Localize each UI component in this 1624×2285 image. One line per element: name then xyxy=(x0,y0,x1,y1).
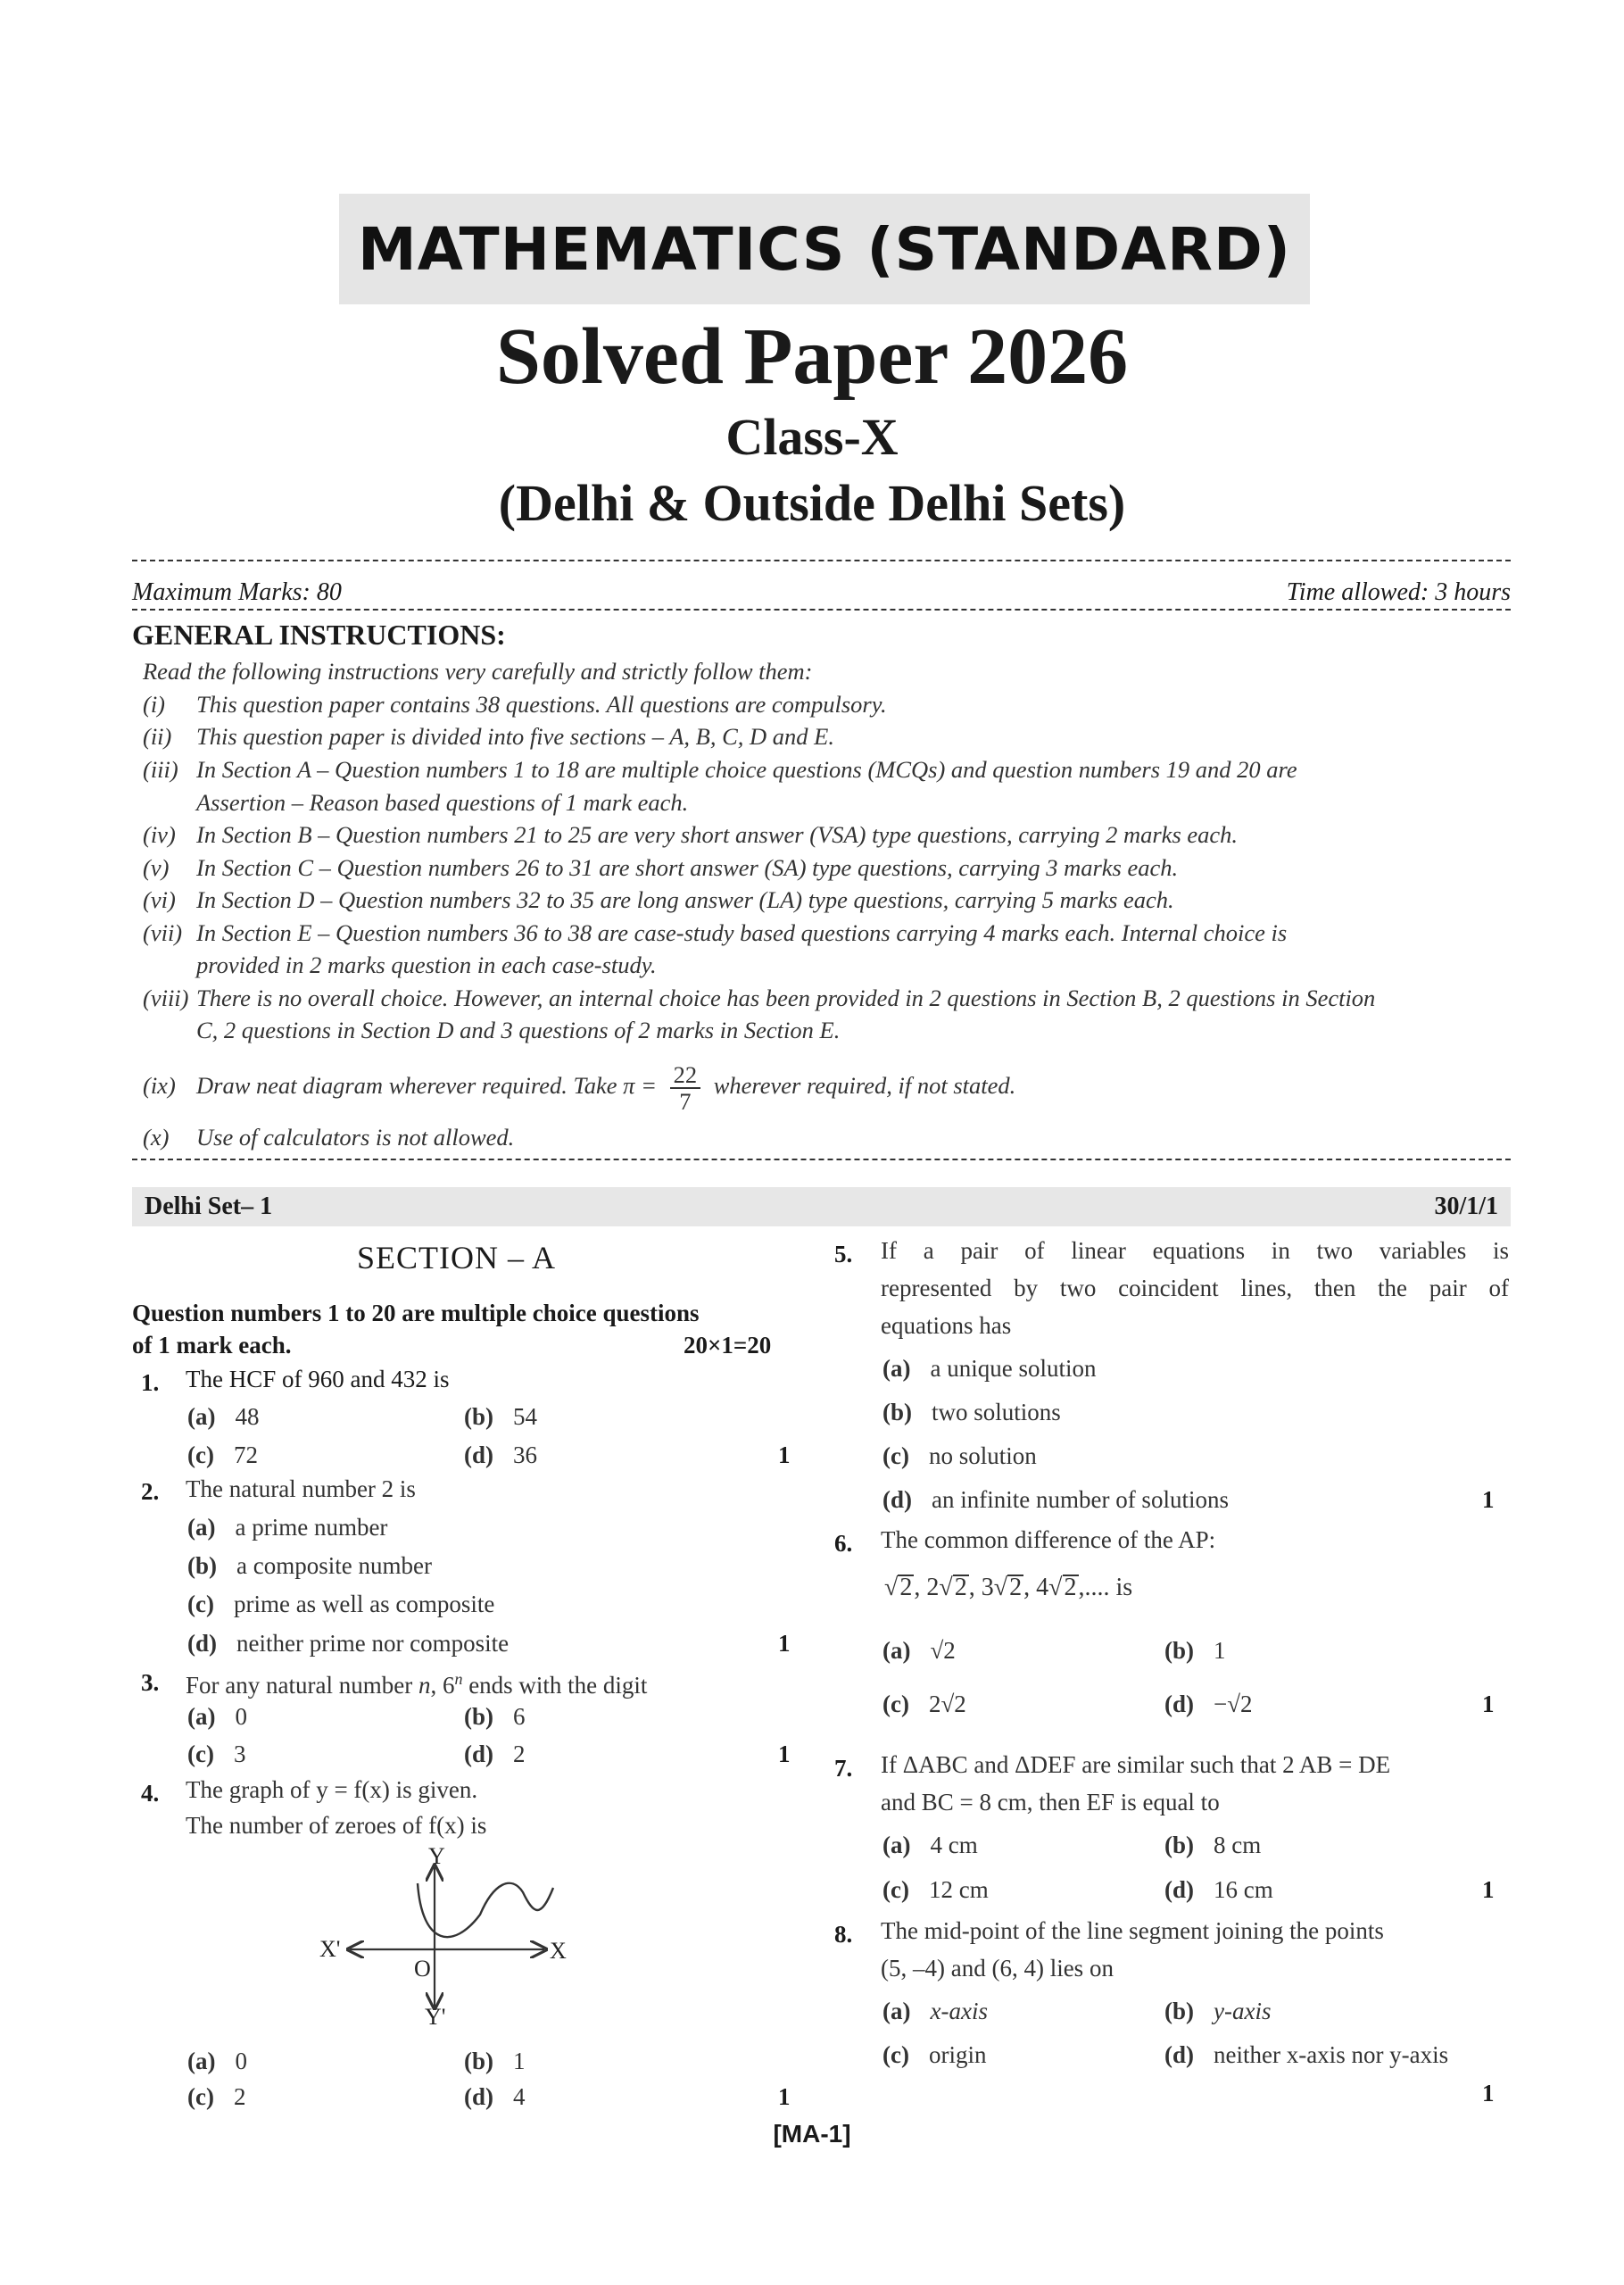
question-text: The graph of y = f(x) is given. xyxy=(186,1776,478,1803)
option xyxy=(464,2044,526,2078)
option xyxy=(187,1510,387,1544)
option-label: (d) xyxy=(464,1741,493,1767)
question-text: and BC = 8 cm, then EF is equal to xyxy=(881,1789,1220,1816)
option-label: (c) xyxy=(882,1876,909,1903)
option-text: 16 cm xyxy=(1214,1876,1273,1903)
function-graph xyxy=(311,1848,614,2026)
question-text: If ΔABC and ΔDEF are similar such that 2 AB = DE xyxy=(881,1751,1391,1778)
option-text: an infinite number of solutions xyxy=(932,1486,1229,1513)
instruction-number: (ix) xyxy=(143,1072,176,1100)
option-text: 0 xyxy=(235,2048,247,2074)
max-marks: Maximum Marks: 80 xyxy=(132,578,342,606)
question-mark: 1 xyxy=(778,2083,791,2110)
option-label: (b) xyxy=(464,1403,493,1430)
option xyxy=(464,1438,537,1472)
origin-label: O xyxy=(414,1956,431,1982)
option xyxy=(882,1351,1096,1385)
question-text-part: For any natural number xyxy=(186,1672,413,1699)
instruction-item xyxy=(143,918,1287,948)
question-text: The common difference of the AP: xyxy=(881,1526,1216,1553)
instruction-number: (viii) xyxy=(143,985,189,1011)
option-text: neither x-axis nor y-axis xyxy=(1214,2041,1449,2068)
question-number: 6. xyxy=(834,1530,853,1557)
question-number: 8. xyxy=(834,1921,853,1948)
section-note: of 1 mark each. xyxy=(132,1332,292,1359)
option xyxy=(1164,2038,1448,2072)
option-text: two solutions xyxy=(932,1399,1061,1425)
time-allowed: Time allowed: 3 hours xyxy=(1286,578,1511,606)
sets-line: (Delhi & Outside Delhi Sets) xyxy=(498,474,1126,532)
option xyxy=(187,2080,245,2114)
option xyxy=(187,1400,259,1433)
option-text: 2 xyxy=(513,1741,526,1767)
sequence-term: 2√2 xyxy=(926,1574,967,1601)
option-label: (a) xyxy=(187,1703,216,1730)
marks-time-row xyxy=(132,575,1511,611)
instruction-item xyxy=(143,819,1238,850)
left-column xyxy=(132,1240,792,2110)
option-text: a composite number xyxy=(236,1552,432,1579)
instruction-text: This question paper is divided into five sections – A, B, C, D and E. xyxy=(196,723,834,750)
instruction-text: In Section C – Question numbers 26 to 31 are short answer (SA) type questions, carrying 3 marks each. xyxy=(196,854,1179,881)
sequence-term: 4√2 xyxy=(1036,1574,1077,1601)
option-text: 4 xyxy=(513,2083,526,2110)
set-name: Delhi Set– 1 xyxy=(145,1192,273,1220)
option xyxy=(1164,1994,1271,2028)
fraction-numerator: 22 xyxy=(670,1062,701,1089)
option xyxy=(882,1395,1061,1429)
option xyxy=(882,1633,956,1667)
option xyxy=(1164,1687,1253,1721)
option xyxy=(882,1994,988,2028)
instruction-number: (i) xyxy=(143,691,166,718)
divider xyxy=(132,1159,1511,1160)
question-mark: 1 xyxy=(1482,1691,1495,1717)
instruction-text: In Section A – Question numbers 1 to 18 are multiple choice questions (MCQs) and question numbers 19 and 20 are xyxy=(196,756,1297,783)
question-text: (5, –4) and (6, 4) lies on xyxy=(881,1955,1114,1982)
instruction-number: (x) xyxy=(143,1124,170,1151)
instruction-text: In Section E – Question numbers 36 to 38 are case-study based questions carrying 4 marks each. Internal choice is xyxy=(196,919,1288,946)
option-text: 0 xyxy=(235,1703,247,1730)
instruction-item xyxy=(143,689,887,719)
instruction-number: (vii) xyxy=(143,919,183,946)
class-line: Class-X xyxy=(725,408,899,466)
question-text: The natural number 2 is xyxy=(186,1475,416,1502)
question-text: The mid-point of the line segment joining the points xyxy=(881,1917,1384,1944)
instruction-text: wherever required, if not stated. xyxy=(713,1072,1016,1100)
x-axis-label: X xyxy=(550,1938,567,1964)
instruction-text: Draw neat diagram wherever required. Take π = xyxy=(196,1072,657,1100)
option-text: √2 xyxy=(930,1637,956,1664)
option xyxy=(187,1626,509,1660)
option-text: x-axis xyxy=(930,1998,988,2024)
paper-title: MATHEMATICS (STANDARD) xyxy=(358,214,1291,284)
question-text: equations has xyxy=(881,1312,1012,1339)
section-note: Question numbers 1 to 20 are multiple choice questions xyxy=(132,1300,700,1326)
option xyxy=(1164,1633,1226,1667)
divider xyxy=(132,560,1511,561)
option xyxy=(882,2038,986,2072)
option-label: (c) xyxy=(882,2041,909,2068)
question-mark: 1 xyxy=(1482,1876,1495,1903)
sequence-tail: ,.... is xyxy=(1078,1574,1133,1601)
right-column xyxy=(834,1237,1512,2115)
option xyxy=(187,1438,258,1472)
question-text: The number of zeroes of f(x) is xyxy=(186,1812,487,1839)
option-text: 72 xyxy=(233,1442,258,1468)
question-text xyxy=(186,1662,647,1702)
sequence-term: √2 xyxy=(884,1574,913,1601)
option-text: 3 xyxy=(233,1741,246,1767)
instruction-item xyxy=(143,1122,514,1152)
option-text: neither prime nor composite xyxy=(236,1630,510,1657)
question-mark: 1 xyxy=(1482,2080,1495,2106)
instruction-item xyxy=(143,1062,1015,1114)
fraction-denominator: 7 xyxy=(679,1088,692,1115)
option-text: 4 cm xyxy=(930,1832,978,1858)
paper-subtitle: Solved Paper 2026 xyxy=(495,312,1129,401)
instruction-continuation: Assertion – Reason based questions of 1 mark each. xyxy=(196,789,689,816)
option-label: (b) xyxy=(1164,1637,1194,1664)
divider xyxy=(132,609,1511,611)
option-label: (a) xyxy=(187,2048,216,2074)
section-marks: 20×1=20 xyxy=(684,1332,772,1359)
instruction-number: (v) xyxy=(143,854,170,881)
option-text: no solution xyxy=(928,1442,1037,1469)
question-number: 5. xyxy=(834,1241,853,1267)
question-number: 7. xyxy=(834,1755,853,1782)
instruction-item xyxy=(143,721,834,752)
sequence-term: 3√2 xyxy=(981,1574,1023,1601)
option-label: (d) xyxy=(464,1442,493,1468)
option-text: 2 xyxy=(233,2083,246,2110)
option xyxy=(187,1737,245,1771)
instruction-item xyxy=(143,885,1174,915)
option-label: (b) xyxy=(187,1552,217,1579)
y-axis-label: Y xyxy=(428,1848,445,1869)
option-label: (d) xyxy=(1164,2041,1194,2068)
option xyxy=(464,1737,526,1771)
question-mark: 1 xyxy=(778,1630,791,1657)
option-label: (d) xyxy=(882,1486,912,1513)
instruction-number: (vi) xyxy=(143,886,176,913)
option-text: prime as well as composite xyxy=(233,1591,495,1617)
instruction-item xyxy=(143,852,1178,883)
set-code: 30/1/1 xyxy=(1434,1192,1498,1220)
option-label: (c) xyxy=(882,1442,909,1469)
option-text: a prime number xyxy=(235,1514,388,1541)
instruction-number: (ii) xyxy=(143,723,172,750)
option xyxy=(187,1587,494,1621)
question-number: 2. xyxy=(141,1478,160,1505)
y-neg-label: Y' xyxy=(425,2004,446,2026)
option xyxy=(882,1483,1229,1516)
option xyxy=(882,1828,978,1862)
option xyxy=(187,1549,432,1583)
option xyxy=(464,1699,526,1733)
question-text: The HCF of 960 and 432 is xyxy=(186,1366,450,1392)
question-text: If a pair of linear equations in two variables is xyxy=(881,1237,1509,1264)
option-label: (c) xyxy=(187,2083,214,2110)
question-text-part: ends with the digit xyxy=(462,1672,648,1699)
set-bar xyxy=(132,1187,1511,1226)
option-text: 2√2 xyxy=(928,1691,966,1717)
option xyxy=(464,2080,526,2114)
instruction-text: Use of calculators is not allowed. xyxy=(196,1124,515,1151)
instruction-continuation: C, 2 questions in Section D and 3 questions of 2 marks in Section E. xyxy=(196,1017,841,1043)
fraction xyxy=(670,1062,701,1114)
option-label: (c) xyxy=(882,1691,909,1717)
option-label: (c) xyxy=(187,1591,214,1617)
instruction-text: There is no overall choice. However, an internal choice has been provided in 2 questions in Section B, 2 questions in Section xyxy=(196,985,1376,1011)
instruction-number: (iii) xyxy=(143,756,178,783)
question-mark: 1 xyxy=(778,1741,791,1767)
option xyxy=(187,2044,247,2078)
option xyxy=(882,1873,989,1907)
option-text: a unique solution xyxy=(930,1355,1097,1382)
option-text: 6 xyxy=(513,1703,526,1730)
option-text: origin xyxy=(928,2041,987,2068)
option-label: (a) xyxy=(187,1514,216,1541)
question-mark: 1 xyxy=(778,1442,791,1468)
instruction-text: In Section B – Question numbers 21 to 25 are very short answer (VSA) type questions, carrying 2 marks each. xyxy=(196,821,1239,848)
option xyxy=(882,1439,1037,1473)
option-label: (a) xyxy=(882,1637,911,1664)
option-text: 1 xyxy=(513,2048,526,2074)
option-label: (b) xyxy=(464,1703,493,1730)
option-text: 48 xyxy=(235,1403,260,1430)
x-neg-label: X' xyxy=(319,1936,341,1962)
option-text: −√2 xyxy=(1214,1691,1253,1717)
option xyxy=(882,1687,966,1721)
option-label: (c) xyxy=(187,1442,214,1468)
option-label: (d) xyxy=(1164,1876,1194,1903)
option-label: (b) xyxy=(882,1399,912,1425)
option xyxy=(1164,1873,1273,1907)
instruction-item xyxy=(143,754,1297,785)
instructions-heading: GENERAL INSTRUCTIONS: xyxy=(132,619,506,651)
option-label: (b) xyxy=(1164,1832,1194,1858)
exponent: n xyxy=(454,1670,463,1688)
page-footer: [MA-1] xyxy=(773,2120,851,2148)
instruction-number: (iv) xyxy=(143,821,176,848)
question-text-part: , 6 xyxy=(430,1672,455,1699)
option-label: (d) xyxy=(187,1630,217,1657)
option-label: (a) xyxy=(882,1355,911,1382)
function-curve xyxy=(418,1883,553,1937)
variable-n: n xyxy=(418,1672,431,1699)
option-label: (a) xyxy=(882,1998,911,2024)
question-text: represented by two coincident lines, then the pair of xyxy=(881,1275,1509,1301)
option-label: (c) xyxy=(187,1741,214,1767)
option-text: 1 xyxy=(1214,1637,1226,1664)
option-text: 54 xyxy=(513,1403,537,1430)
option-label: (a) xyxy=(882,1832,911,1858)
option xyxy=(1164,1828,1261,1862)
option-label: (d) xyxy=(464,2083,493,2110)
instruction-continuation: provided in 2 marks question in each case-study. xyxy=(196,951,657,978)
question-mark: 1 xyxy=(1482,1486,1495,1513)
option-label: (d) xyxy=(1164,1691,1194,1717)
question-number: 4. xyxy=(141,1780,160,1807)
ap-sequence: √2, 2√2, 3√2, 4√2,.... is xyxy=(884,1574,1133,1601)
instructions-intro: Read the following instructions very carefully and strictly follow them: xyxy=(143,658,813,685)
instruction-text: In Section D – Question numbers 32 to 35 are long answer (LA) type questions, carrying 5 marks each. xyxy=(196,886,1174,913)
section-title: SECTION – A xyxy=(357,1240,557,1275)
question-number: 1. xyxy=(141,1369,160,1396)
option xyxy=(464,1400,537,1433)
option xyxy=(187,1699,247,1733)
option-label: (b) xyxy=(1164,1998,1194,2024)
instruction-text: This question paper contains 38 questions. All questions are compulsory. xyxy=(196,691,887,718)
option-label: (a) xyxy=(187,1403,216,1430)
option-label: (b) xyxy=(464,2048,493,2074)
title-banner xyxy=(339,194,1310,304)
option-text: 12 cm xyxy=(928,1876,989,1903)
option-text: 36 xyxy=(513,1442,537,1468)
question-number: 3. xyxy=(141,1669,160,1696)
option-text: 8 cm xyxy=(1214,1832,1262,1858)
instruction-item xyxy=(143,983,1375,1013)
option-text: y-axis xyxy=(1214,1998,1272,2024)
